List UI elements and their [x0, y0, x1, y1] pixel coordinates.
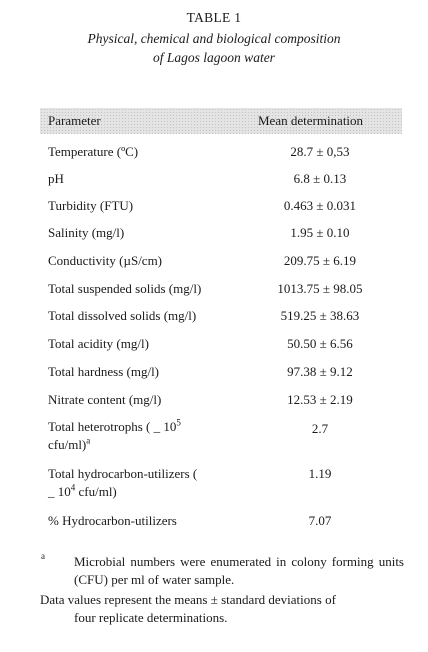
footnote-data-values: Data values represent the means ± standard deviations of [40, 592, 336, 607]
heterotrophs-label [48, 418, 253, 454]
row-value: 6.8 ± 0.13 [293, 171, 347, 186]
row-label: Total suspended solids (mg/l) [48, 281, 202, 296]
row-value: 7.07 [308, 513, 332, 528]
table-caption [0, 29, 428, 67]
row-value: 50.50 ± 6.56 [287, 336, 353, 351]
utilizers-exponent: 4 [70, 482, 76, 493]
utilizers-line-2-pre: _ 10 [48, 484, 71, 499]
header-mean-determination: Mean determination [258, 113, 364, 128]
heterotrophs-line-1: Total heterotrophs ( _ 10 [48, 419, 177, 434]
row-value: 519.25 ± 38.63 [280, 308, 360, 323]
heterotrophs-value: 2.7 [311, 421, 329, 436]
heterotrophs-footnote-mark: a [86, 435, 91, 446]
row-label: Conductivity (µS/cm) [48, 253, 163, 268]
row-value: 28.7 ± 0,53 [290, 144, 350, 159]
row-value: 1.95 ± 0.10 [290, 225, 350, 240]
utilizers-line-1: Total hydrocarbon-utilizers ( [48, 466, 198, 481]
row-value: 97.38 ± 9.12 [287, 364, 353, 379]
row-label: Temperature (ºC) [48, 144, 139, 159]
header-parameter: Parameter [48, 113, 101, 128]
row-label: Total hardness (mg/l) [48, 364, 160, 379]
row-label: Nitrate content (mg/l) [48, 392, 162, 407]
heterotrophs-line-2: cfu/ml) [48, 437, 87, 452]
row-label: Total dissolved solids (mg/l) [48, 308, 197, 323]
table-label: TABLE 1 [186, 10, 242, 25]
caption-line-1: Physical, chemical and biological composition [87, 31, 341, 46]
footnote-microbial-numbers: Microbial numbers were enumerated in colony forming units (CFU) per ml of water sample. [74, 554, 404, 587]
caption-line-2: of Lagos lagoon water [153, 50, 275, 65]
footnote-data-values-line-2: four replicate determinations. [74, 610, 228, 625]
heterotrophs-exponent: 5 [176, 417, 181, 428]
footnote-mark: a [41, 551, 45, 561]
row-label: pH [48, 171, 64, 186]
row-value: 1013.75 ± 98.05 [277, 281, 363, 296]
row-value: 209.75 ± 6.19 [283, 253, 357, 268]
row-value: 12.53 ± 2.19 [287, 392, 353, 407]
utilizers-line-2-post: cfu/ml) [75, 484, 117, 499]
row-label: Salinity (mg/l) [48, 225, 125, 240]
row-label: % Hydrocarbon-utilizers [48, 513, 177, 528]
row-label: Total acidity (mg/l) [48, 336, 149, 351]
utilizers-label [48, 465, 253, 501]
utilizers-value: 1.19 [308, 466, 332, 481]
row-label: Turbidity (FTU) [48, 198, 134, 213]
row-value: 0.463 ± 0.031 [283, 198, 357, 213]
